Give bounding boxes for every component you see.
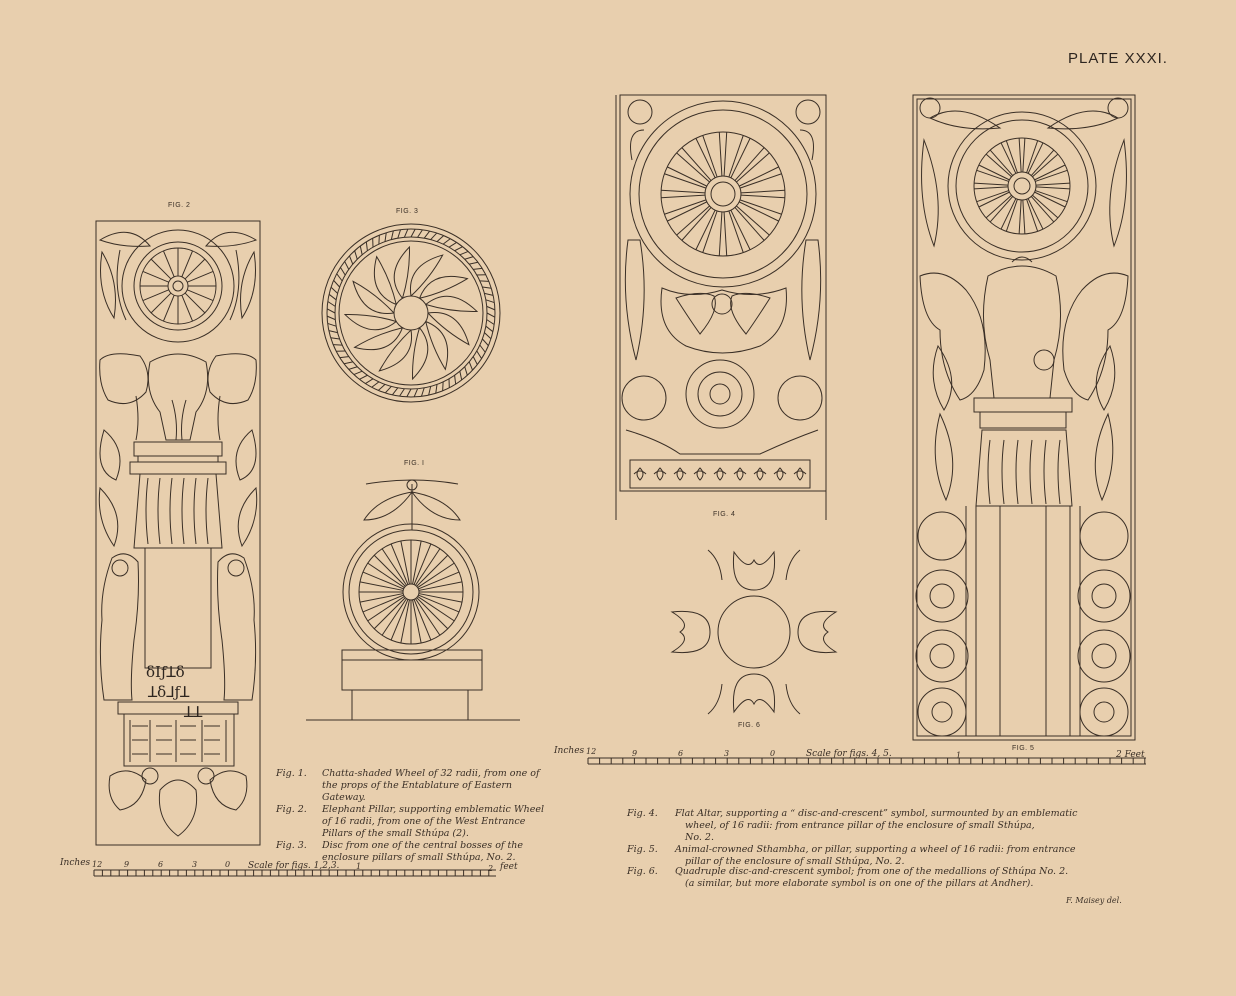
scale-left-feet: feet bbox=[500, 862, 518, 872]
caption-fig1-line2: the props of the Entablature of Eastern bbox=[322, 780, 512, 791]
scale-left-tick-3: 3 bbox=[192, 860, 198, 869]
caption-fig2 bbox=[276, 804, 576, 840]
caption-fig2-line3: Pillars of the small Sthúpa (2). bbox=[322, 828, 469, 839]
scale-left-one: 1 bbox=[356, 862, 362, 871]
caption-fig5-number: Fig. 5. bbox=[627, 844, 658, 855]
caption-fig6 bbox=[627, 866, 1127, 890]
scale-left-inches: Inches bbox=[60, 858, 91, 868]
caption-fig4 bbox=[627, 808, 1127, 844]
scale-left-two: 2 bbox=[488, 864, 494, 873]
fig1-label: FIG. I bbox=[404, 460, 425, 467]
caption-fig1-number: Fig. 1. bbox=[276, 768, 307, 779]
scale-right-tick-3: 3 bbox=[724, 749, 730, 758]
caption-fig2-line1: Elephant Pillar, supporting emblematic Wheel bbox=[322, 804, 545, 815]
scale-right-label: Scale for figs. 4, 5. bbox=[806, 749, 892, 759]
fig2-label: FIG. 2 bbox=[168, 202, 191, 209]
scale-right-tick-0: 0 bbox=[770, 749, 776, 758]
artist-signature: F. Maisey del. bbox=[1066, 896, 1122, 905]
caption-fig4-line3: No. 2. bbox=[685, 832, 714, 843]
scale-right-one: 1 bbox=[956, 751, 962, 760]
caption-fig2-number: Fig. 2. bbox=[276, 804, 307, 815]
caption-fig3-line1: Disc from one of the central bosses of the bbox=[322, 840, 524, 851]
caption-fig1 bbox=[276, 768, 576, 804]
caption-fig6-number: Fig. 6. bbox=[627, 866, 658, 877]
caption-fig4-line1: Flat Altar, supporting a “ disc-and-crescent” symbol, surmounted by an emblematic bbox=[675, 808, 1078, 819]
scale-left-tick-0: 0 bbox=[225, 860, 231, 869]
fig4-label: FIG. 4 bbox=[713, 511, 736, 518]
fig6-label: FIG. 6 bbox=[738, 722, 761, 729]
scale-left-tick-6: 6 bbox=[158, 860, 164, 869]
caption-fig1-line3: Gateway. bbox=[322, 792, 366, 803]
caption-fig3 bbox=[276, 840, 576, 864]
scale-left-label: Scale for figs. 1,2,3. bbox=[248, 861, 340, 871]
fig2-inscription-line3: ꓕꓕ bbox=[184, 703, 203, 721]
fig5-label: FIG. 5 bbox=[1012, 745, 1035, 752]
scale-right-two-feet: 2 Feet bbox=[1116, 750, 1145, 760]
fig3-label: FIG. 3 bbox=[396, 208, 419, 215]
caption-fig5 bbox=[627, 844, 1127, 868]
caption-fig5-line1: Animal-crowned Sthambha, or pillar, supporting a wheel of 16 radii: from entrance bbox=[675, 844, 1076, 855]
caption-fig6-line2: (a similar, but more elaborate symbol is on one of the pillars at Andher). bbox=[685, 878, 1034, 889]
caption-fig5-line2: pillar of the enclosure of small Sthúpa, No. 2. bbox=[685, 856, 905, 867]
scale-right-tick-9: 9 bbox=[632, 749, 638, 758]
fig2-inscription-line2: ꓕδ⅃ƒꓕ bbox=[148, 683, 190, 701]
scale-right-tick-12: 12 bbox=[586, 747, 597, 756]
plate-title: PLATE XXXI. bbox=[1068, 50, 1168, 67]
caption-fig2-line2: of 16 radii, from one of the West Entrance bbox=[322, 816, 526, 827]
caption-fig6-line1: Quadruple disc-and-crescent symbol; from one of the medallions of Sthúpa No. 2. bbox=[675, 866, 1069, 877]
scale-right-tick-6: 6 bbox=[678, 749, 684, 758]
fig2-inscription-line1: δIƒꓕδ bbox=[146, 663, 185, 681]
scale-right-inches: Inches bbox=[554, 746, 585, 756]
caption-fig1-line1: Chatta-shaded Wheel of 32 radii, from one of bbox=[322, 768, 540, 779]
scale-left-tick-9: 9 bbox=[124, 860, 130, 869]
caption-fig4-number: Fig. 4. bbox=[627, 808, 658, 819]
scale-left-tick-12: 12 bbox=[92, 860, 103, 869]
caption-fig4-line2: wheel, of 16 radii: from entrance pillar of the enclosure of small Sthúpa, bbox=[685, 820, 1035, 831]
caption-fig3-line2: enclosure pillars of small Sthúpa, No. 2. bbox=[322, 852, 516, 863]
caption-fig3-number: Fig. 3. bbox=[276, 840, 307, 851]
